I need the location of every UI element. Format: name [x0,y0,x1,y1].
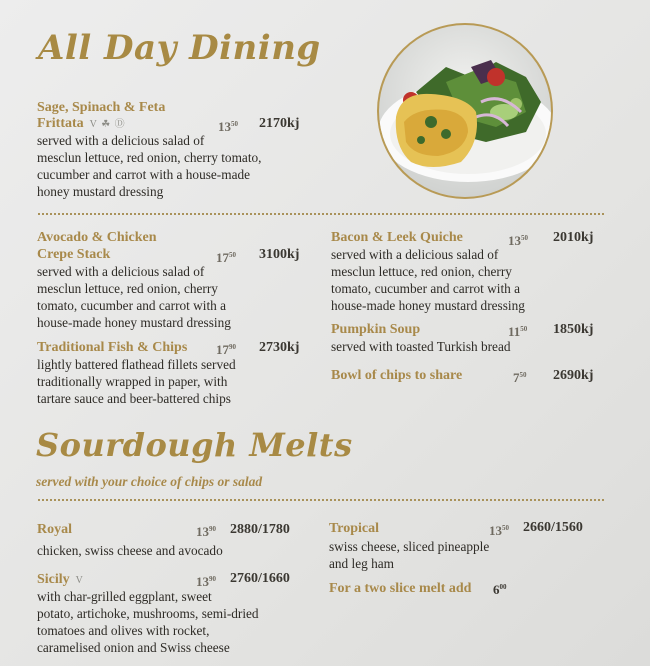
item-description [37,542,223,559]
desc-line: served with a delicious salad of [37,264,205,279]
item-name: Avocado & Chicken [37,230,157,245]
divider [38,499,604,501]
price-dollars: 11 [508,324,521,339]
item-description [37,588,259,656]
item-kilojoules: 2170kj [259,116,300,131]
price-dollars: 13 [218,119,231,134]
item-name: Crepe Stack [37,247,111,262]
desc-line: lightly battered flathead fillets served [37,357,236,372]
item-name [37,571,84,589]
item-price [196,521,216,540]
addon-price [493,579,507,598]
item-kilojoules: 2730kj [259,340,300,355]
item-price [513,367,527,386]
desc-line: caramelised onion and Swiss cheese [37,640,230,655]
price-cents: 50 [231,120,238,128]
price-cents: 90 [229,343,236,351]
price-dollars: 6 [493,582,500,597]
item-kilojoules: 2690kj [553,368,594,383]
item-name [37,115,126,133]
item-kilojoules: 2760/1660 [230,571,290,586]
diet-icons: V [75,575,84,586]
desc-line: with char-grilled eggplant, sweet [37,589,212,604]
item-kilojoules: 2660/1560 [523,520,583,535]
price-dollars: 7 [513,370,520,385]
desc-line: tomato, cucumber and carrot with a [37,298,227,313]
desc-line: honey mustard dressing [37,184,164,199]
item-description [37,263,231,331]
item-name-line: Frittata [37,116,84,131]
price-dollars: 17 [216,342,229,357]
price-cents: 50 [521,234,528,242]
item-name-line: Sicily [37,572,70,587]
item-kilojoules: 2010kj [553,230,594,245]
desc-line: tomatoes and olives with rocket, [37,623,210,638]
divider [38,90,608,92]
item-name: Bacon & Leek Quiche [331,230,463,245]
desc-line: served with toasted Turkish bread [331,339,511,354]
item-kilojoules: 3100kj [259,247,300,262]
price-cents: 00 [499,583,507,591]
section-title-sourdough-melts: Sourdough Melts [36,426,353,464]
desc-line: swiss cheese, sliced pineapple [329,539,490,554]
desc-line: mesclun lettuce, red onion, cherry [331,264,512,279]
item-price [489,520,509,539]
desc-line: house-made honey mustard dressing [331,298,525,313]
price-dollars: 13 [196,574,209,589]
divider [38,213,604,215]
price-cents: 50 [520,325,528,333]
price-dollars: 13 [508,233,521,248]
desc-line: traditionally wrapped in paper, with [37,374,228,389]
item-description [331,338,511,355]
frittata-photo [376,22,554,200]
item-name: Sage, Spinach & Feta [37,100,166,115]
diet-icons: V ☘ Ⓓ [89,119,126,130]
desc-line: house-made honey mustard dressing [37,315,231,330]
desc-line: mesclun lettuce, red onion, cherry [37,281,218,296]
price-dollars: 13 [196,524,209,539]
item-name: Pumpkin Soup [331,322,421,337]
item-name: Royal [37,522,72,537]
desc-line: tartare sauce and beer-battered chips [37,391,231,406]
desc-line: mesclun lettuce, red onion, cherry tomato, [37,150,262,165]
desc-line: tomato, cucumber and carrot with a [331,281,521,296]
two-slice-addon-label: For a two slice melt add [329,581,472,596]
section-title-all-day-dining: All Day Dining [38,28,321,68]
desc-line: cucumber and carrot with a house-made [37,167,251,182]
price-cents: 50 [502,524,509,532]
desc-line: chicken, swiss cheese and avocado [37,543,223,558]
price-dollars: 17 [216,250,229,265]
item-name: Tropical [329,521,380,536]
item-price [508,321,527,340]
price-cents: 50 [519,371,527,379]
price-cents: 50 [229,251,236,259]
section-subtitle: served with your choice of chips or salad [36,474,263,489]
item-kilojoules: 1850kj [553,322,594,337]
price-cents: 90 [209,575,216,583]
item-description [331,246,525,314]
price-dollars: 13 [489,523,502,538]
price-cents: 90 [209,525,216,533]
item-kilojoules: 2880/1780 [230,522,290,537]
item-description [37,132,262,200]
desc-line: and leg ham [329,556,394,571]
desc-line: served with a delicious salad of [37,133,205,148]
item-description [37,356,236,407]
desc-line: potato, artichoke, mushrooms, semi-dried [37,606,259,621]
item-name: Traditional Fish & Chips [37,340,188,355]
item-name: Bowl of chips to share [331,368,463,383]
desc-line: served with a delicious salad of [331,247,499,262]
item-description [329,538,489,572]
